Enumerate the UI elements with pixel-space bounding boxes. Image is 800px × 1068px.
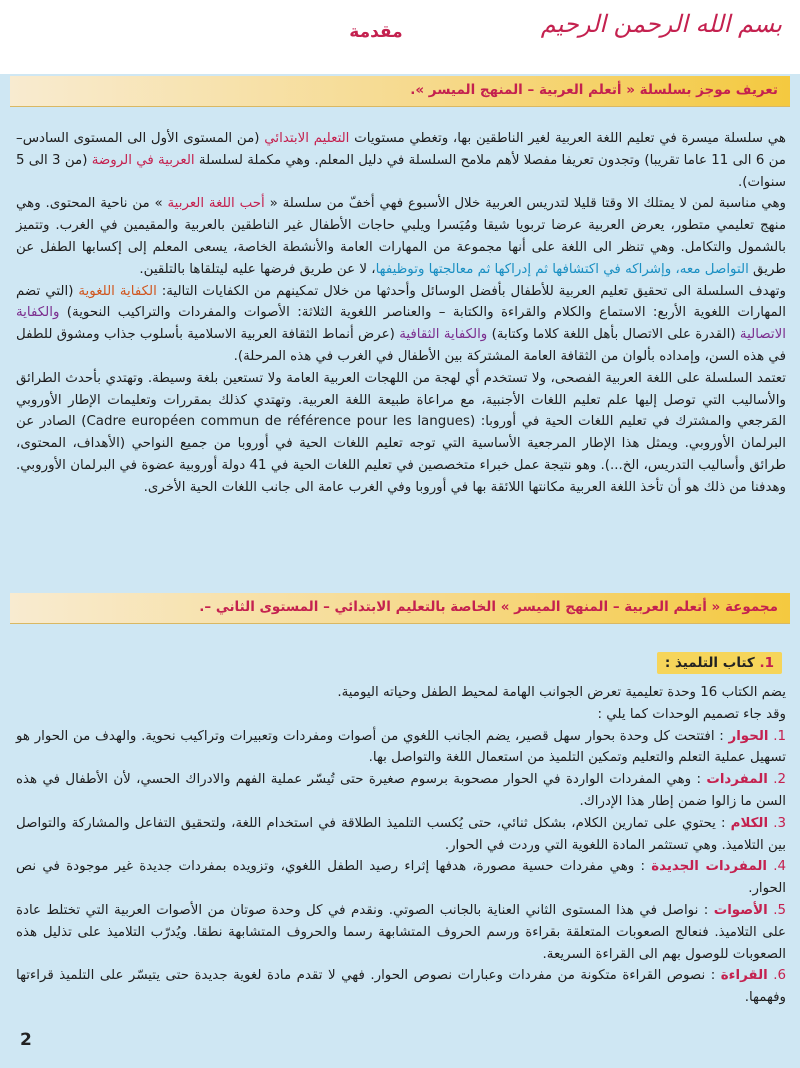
list-item: 6. القراءة : نصوص القراءة متكونة من مفردات وعبارات نصوص الحوار. فهي لا تقدم مادة لغوية جديدة حتى يتيسّر على التلميذ قراءتها وفهمها. <box>16 968 786 1006</box>
highlight: الكفاية اللغوية <box>78 283 157 299</box>
highlight: التواصل معه، وإشراكه في اكتشافها ثم إدراكها ثم معالجتها وتوظيفها <box>375 261 749 277</box>
page-header <box>0 0 800 74</box>
student-book-text <box>16 682 786 1009</box>
section-heading-bar <box>10 76 790 107</box>
page-number: 2 <box>20 1030 32 1050</box>
section-heading: تعريف موجز بسلسلة « أتعلم العربية – المنهج الميسر ». <box>410 82 778 98</box>
highlight: العربية في الروضة <box>91 152 195 168</box>
paragraph: هي سلسلة ميسرة في تعليم اللغة العربية لغير الناطقين بها، وتغطي مستويات التعليم الابتدائي (من المستوى الأول الى المستوى السادس– من 6 الى 11 عاما تقريبا) وتجدون تعريفا مفصلا لأهم ملامح السلسلة في دليل المعلم. وهي مكملة لسلسلة العربية في الروضة (من 3 الى 5 سنوات). <box>16 131 786 190</box>
paragraph: وتهدف السلسلة الى تحقيق تعليم العربية للأطفال بأفضل الوسائل وأحدثها من خلال تمكينهم من الكفايات التالية: الكفاية اللغوية (التي تضم المهارات اللغوية الأربع: الاستماع والكلام والقراءة والكتابة – والعناصر اللغوية الثلاثة: الأصوات والمفردات والتراكيب النحوية) والكفاية الاتصالية (القدرة على الاتصال بأهل اللغة كلاما وكتابة) والكفاية الثقافية (عرض أنماط الثقافة العربية الاسلامية بأسلوب جذاب ومشوق للطفل في هذه السن، وإمداده بألوان من الثقافة العامة المشتركة بين الأطفال في الغرب في هذه المرحلة). <box>16 283 786 364</box>
section-heading-bar <box>10 593 790 624</box>
student-book-heading: 1. كتاب التلميذ : <box>657 652 782 674</box>
paragraph: وقد جاء تصميم الوحدات كما يلي : <box>597 706 786 722</box>
paragraph: يضم الكتاب 16 وحدة تعليمية تعرض الجوانب الهامة لمحيط الطفل وحياته اليومية. <box>337 685 786 700</box>
paragraph: وهي مناسبة لمن لا يمتلك الا وقتا قليلا لتدريس العربية خلال الأسبوع فهي أخفّ من سلسلة « أحب اللغة العربية » من ناحية المحتوى. وهي منهج تعليمي متطور، يعرض العربية عرضا تربويا شيقا ومُيَسرا ويلبي حاجات الأطفال غير الناطقين بالعربية والمقيمين في الغرب. وتتميز بالشمول والتكامل. وهي تنظر الى اللغة على أنها مجموعة من المهارات العامة والأنشطة الخاصة، يسعى المعلم إلى إكسابها الطفل عن طريق التواصل معه، وإشراكه في اكتشافها ثم إدراكها ثم معالجتها وتوظيفها، لا عن طريق فرضها عليه ليتلقاها بالتلقين. <box>16 196 786 277</box>
highlight: والكفاية الاتصالية <box>16 305 786 343</box>
page-title: مقدمة <box>349 22 403 42</box>
list-item: 3. الكلام : يحتوي على تمارين الكلام، بشكل ثنائي، حتى يُكسب التلميذ الطلاقة في استخدام اللغة، ولتحقيق التفاعل والمشاركة والتواصل بين التلاميذ. وهي تستثمر المادة اللغوية التي وردت في الحوار. <box>16 815 786 853</box>
highlight: التعليم الابتدائي <box>264 131 350 146</box>
list-item: 4. المفردات الجديدة : وهي مفردات حسية مصورة، هدفها إثراء رصيد الطفل اللغوي، وتزويده بمفردات جديدة غير موجودة في نص الحوار. <box>16 859 786 897</box>
list-item: 1. الحوار : افتتحت كل وحدة بحوار سهل قصير، يضم الجانب اللغوي من أصوات ومفردات وتعبيرات وتراكيب نحوية. والهدف من الحوار هو تسهيل عملية التعلم والتعليم وتمكين التلميذ من استعمال اللغة والتواصل بها. <box>16 728 786 766</box>
bismillah-calligraphy: بسم الله الرحمن الرحيم <box>540 10 782 38</box>
list-item: 2. المفردات : وهي المفردات الواردة في الحوار مصحوبة برسوم صغيرة حتى تُيسّر عملية الفهم والادراك الحسي، لأن الأطفال في هذه السن ما زالوا ضمن إطار هذا الإدراك. <box>16 772 787 809</box>
highlight: والكفاية الثقافية <box>399 327 488 343</box>
list-item: 5. الأصوات : نواصل في هذا المستوى الثاني العناية بالجانب الصوتي. ونقدم في كل وحدة صوتان من الأصوات العربية التي تختلط عادة على التلاميذ. فنعالج الصعوبات المتعلقة بقراءة ورسم الحروف المتشابهة رسما والحروف المتشابهة نطقا. ويُدرّب التلاميذ على تذليل هذه الصعوبات للوصول بهم الى القراءة السريعة. <box>16 902 786 962</box>
paragraph: تعتمد السلسلة على اللغة العربية الفصحى، ولا تستخدم أي لهجة من اللهجات العربية العامة ولا تستعين بلغة وسيطة. وتهتدي بأحدث الطرائق والأساليب التي توصل إليها علم تعليم اللغات الأجنبية، مع مراعاة طبيعة اللغة العربية. وتهتدي كذلك بمقررات وتعليمات الإطار الأوروبي المَرجعي والمشترك في تعليم اللغات الحية في أوروبا: (Cadre européen commun de référence pour les langues) الصادر عن البرلمان الأوروبي. ويمثل هذا الإطار المرجعية الأساسية التي توجه تعليم اللغات الحية في أوروبا من جميع النواحي (الأهداف، المحتوى، طرائق وأساليب التدريس، الخ...). وهو نتيجة عمل خبراء متخصصين في تعليم اللغات الحية في 41 دولة أوروبية عضوة في البرلمان الأوروبي. وهدفنا من ذلك هو أن تأخذ اللغة العربية مكانتها اللائقة بها في أوروبا وفي الغرب عامة الى جانب اللغات الحية الأخرى. <box>16 370 787 495</box>
section-heading: مجموعة « أتعلم العربية – المنهج الميسر » الخاصة بالتعليم الابتدائي – المستوى الثاني –. <box>199 599 778 615</box>
highlight: أحب اللغة العربية <box>167 196 265 212</box>
intro-text <box>16 128 786 499</box>
